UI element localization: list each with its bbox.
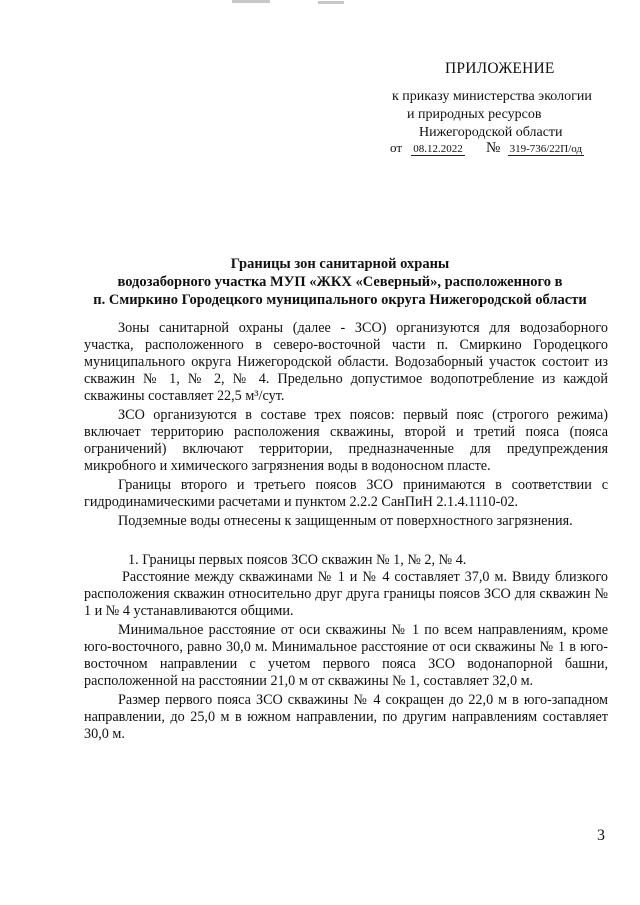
scan-artifact	[318, 1, 344, 4]
paragraph: Минимальное расстояние от оси скважины № 1 по всем направлениям, кроме юго-восточного, равно 30,0 м. Минимальное расстояние от оси скважины № 1 в юго-восточном направлении с учетом первого пояса ЗСО водонапорной башни, расположенной на расстоянии 21,0 м от скважины № 1, составляет 32,0 м.	[84, 622, 608, 689]
title-line: водозаборного участка МУП «ЖКХ «Северный», расположенного в	[117, 274, 563, 290]
paragraph: Подземные воды отнесены к защищенным от поверхностного загрязнения.	[118, 513, 573, 529]
paragraph: ЗСО организуются в составе трех поясов: первый пояс (строгого режима) включает территорию расположения скважины, второй и третий пояса (пояса ограничений) включают территории, предназначенные для предупреждения микробного и химического загрязнения воды в водоносном пласте.	[84, 407, 608, 474]
paragraph: Зоны санитарной охраны (далее - ЗСО) организуются для водозаборного участка, расположенного в северо-восточной части п. Смиркино Городецкого муниципального округа Нижегородской области. Водозаборный участок состоит из скважин № 1, № 2, № 4. Предельно допустимое водопотребление из каждой скважины составляет 22,5 м³/сут.	[84, 320, 608, 404]
number-label: №	[486, 140, 501, 156]
document-body	[84, 320, 608, 743]
title-line: Границы зон санитарной охраны	[230, 256, 450, 272]
order-reference-line: к приказу министерства экологии	[392, 89, 592, 104]
scan-artifact	[232, 0, 270, 3]
page-number: 3	[597, 827, 605, 844]
order-date: 08.12.2022	[413, 143, 463, 155]
order-date-number	[390, 140, 584, 157]
paragraph: Размер первого пояса ЗСО скважины № 4 сокращен до 22,0 м в юго-западном направлении, до 25,0 м в южном направлении, по другим направлениям составляет 30,0 м.	[84, 692, 608, 742]
order-reference-line: Нижегородской области	[419, 125, 563, 140]
date-label: от	[390, 140, 403, 155]
title-line: п. Смиркино Городецкого муниципального округа Нижегородской области	[93, 292, 587, 308]
appendix-title: ПРИЛОЖЕНИЕ	[445, 60, 555, 77]
order-number: 319-736/22П/од	[509, 143, 583, 155]
paragraph: Границы второго и третьего поясов ЗСО принимаются в соответствии с гидродинамическими расчетами и пунктом 2.2.2 СанПиН 2.1.4.1110-02.	[84, 477, 608, 510]
paragraph: Расстояние между скважинами № 1 и № 4 составляет 37,0 м. Ввиду близкого расположения скважин относительно друг друга границы поясов ЗСО для скважин № 1 и № 4 устанавливаются общими.	[84, 569, 608, 619]
order-reference-line: и природных ресурсов	[407, 107, 542, 122]
section-heading: 1. Границы первых поясов ЗСО скважин № 1, № 2, № 4.	[128, 552, 467, 568]
document-title	[60, 255, 620, 309]
